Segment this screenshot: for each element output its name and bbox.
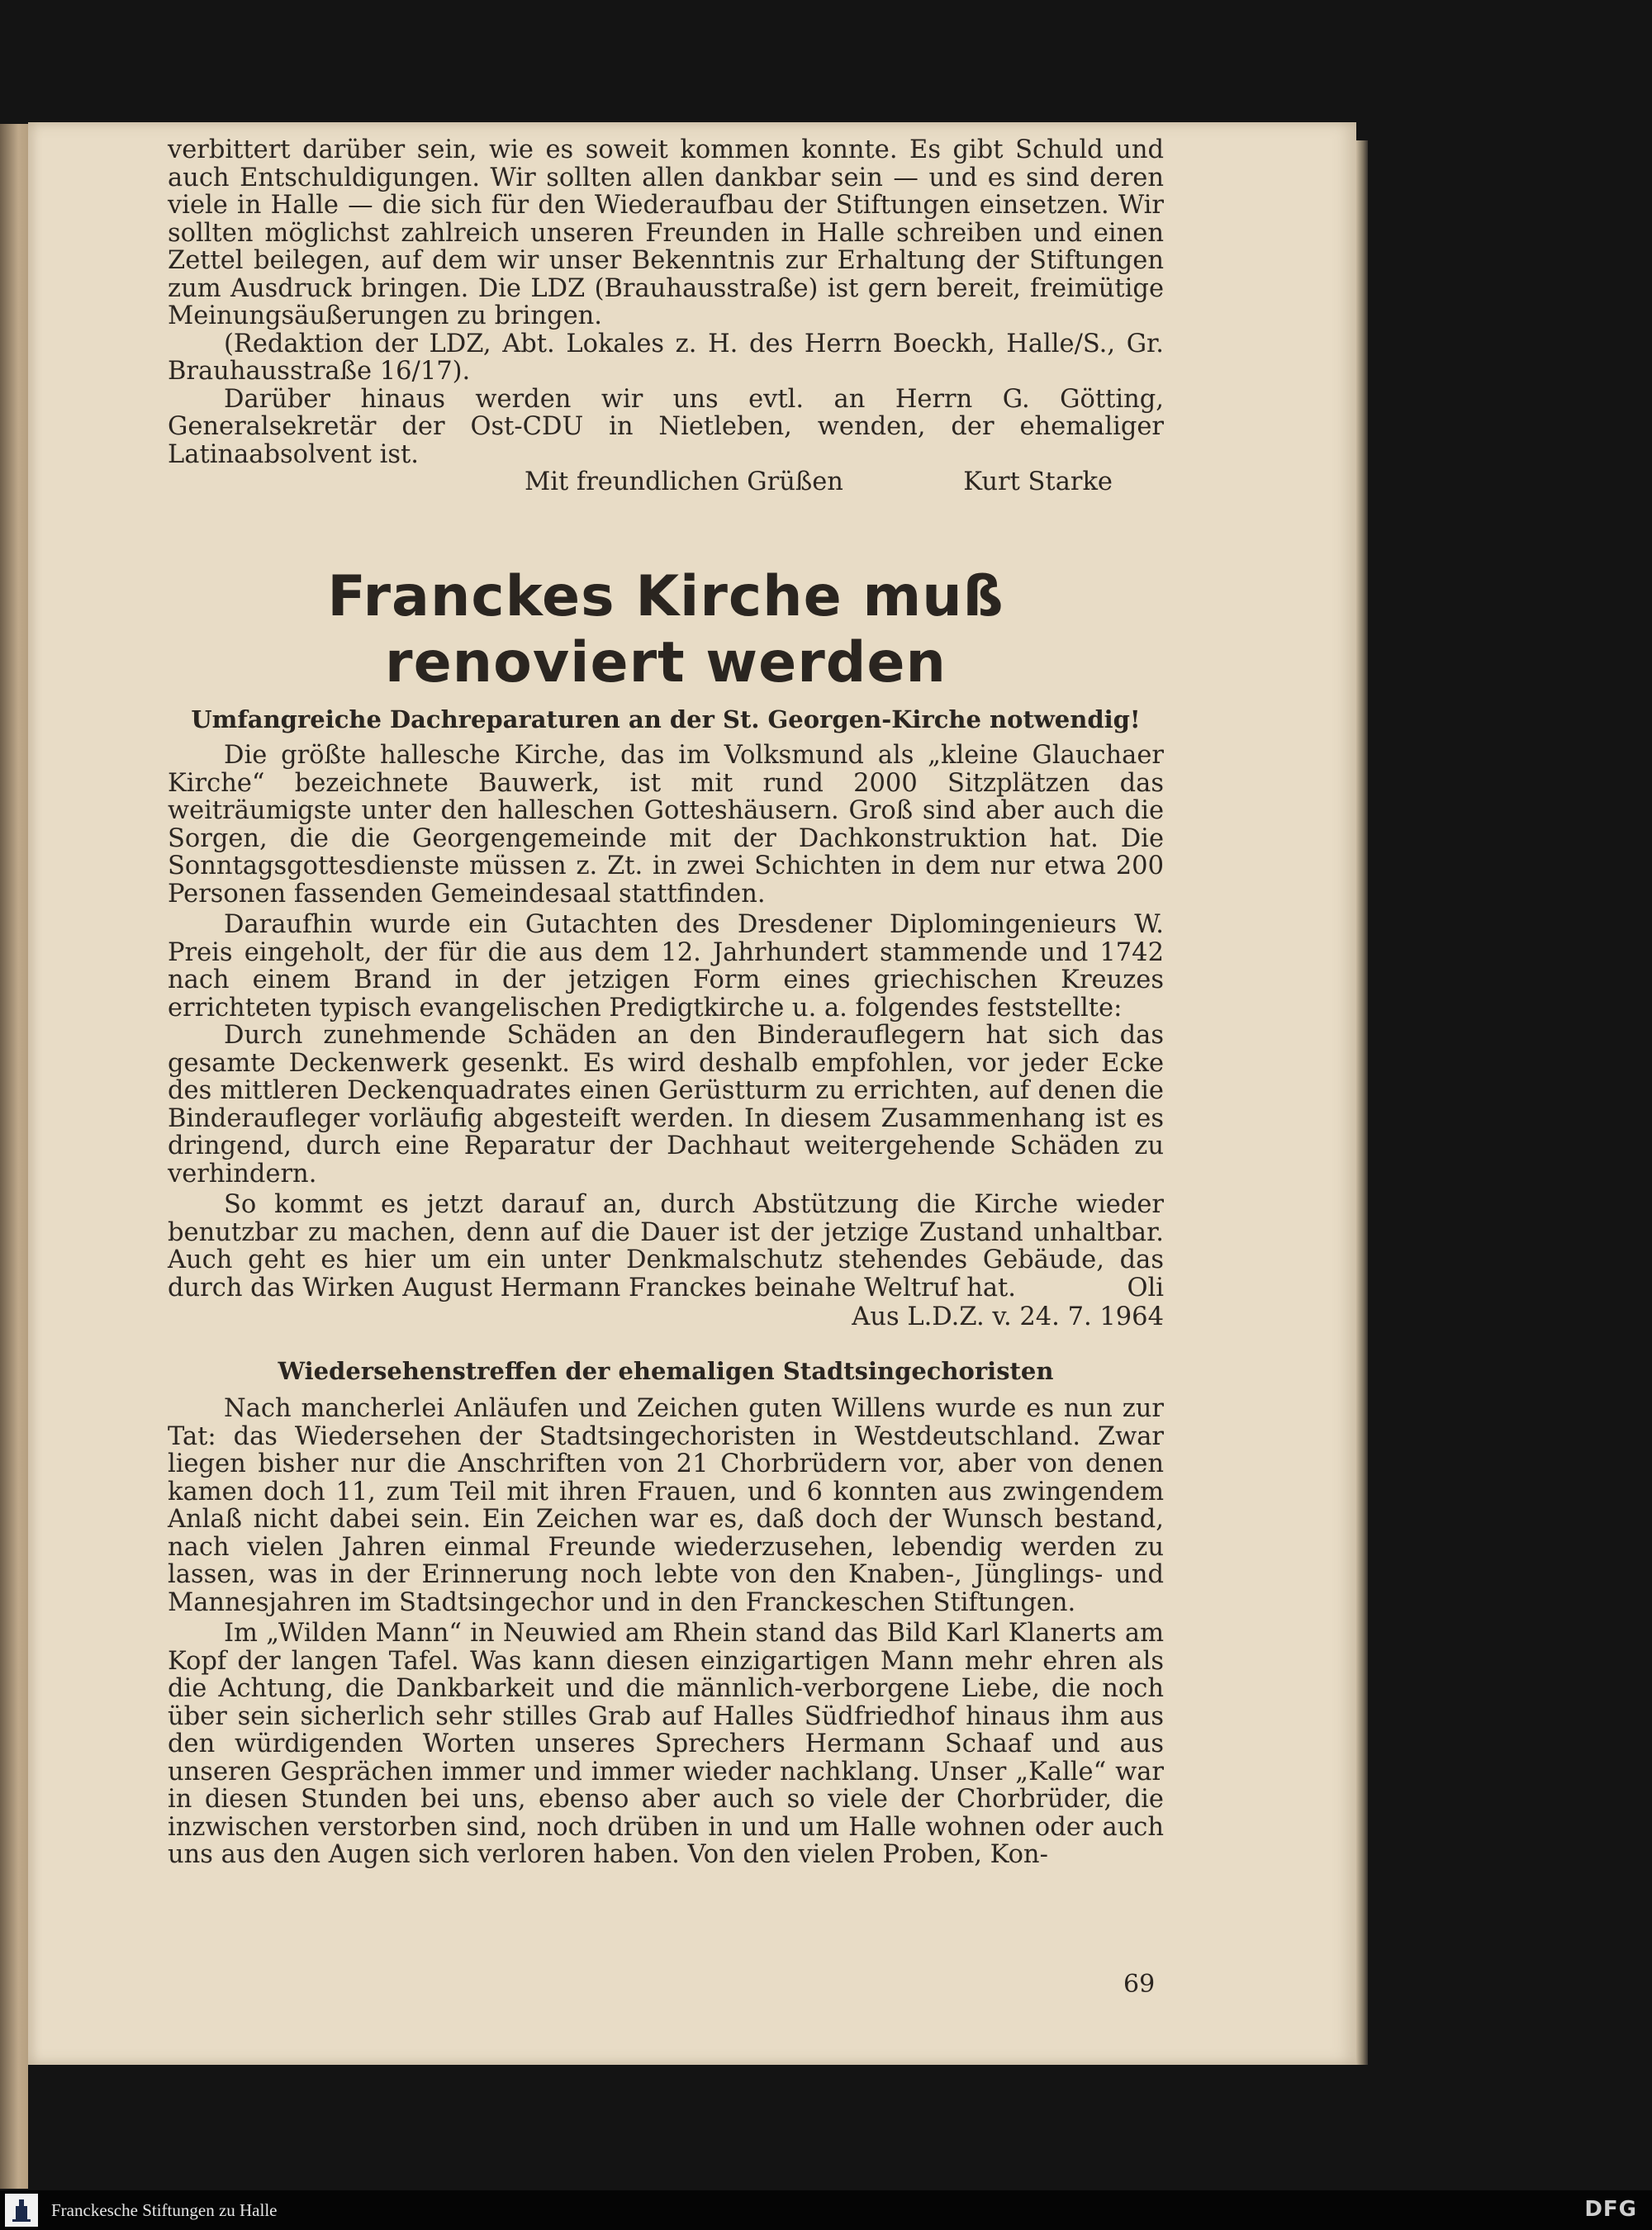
dfg-logo: DFG: [1584, 2197, 1637, 2222]
article-author: Oli: [1127, 1273, 1164, 1302]
letter-paragraph: verbittert darüber sein, wie es soweit kommen konnte. Es gibt Schuld und auch Entschuldigungen. Wir sollten allen dankbar sein — und es sind deren viele in Halle — die sich für den Wiederaufbau der Stiftungen einsetzen. Wir sollten möglichst zahlreich unseren Freunden in Halle schreiben und einen Zettel beilegen, auf dem wir unser Bekenntnis zur Erhaltung der Stiftungen zum Ausdruck bringen. Die LDZ (Brauhausstraße) ist gern bereit, freimütige Meinungsäußerungen zu bringen.: [168, 135, 1164, 330]
section-headline: Wiedersehenstreffen der ehemaligen Stadtsingechoristen: [278, 1356, 1054, 1385]
letter-section: [168, 136, 1164, 496]
article-paragraph: Durch zunehmende Schäden an den Binderauflegern hat sich das gesamte Deckenwerk gesenkt. Es wird deshalb empfohlen, vor jeder Ecke des mittleren Deckenquadrates einen Gerüstturm zu errichten, auf denen die Binderaufleger vorläufig abgesteift werden. In diesem Zusammenhang ist es dringend, durch eine Reparatur der Dachhaut weitergehende Schäden zu verhindern.: [168, 1021, 1164, 1189]
article-paragraph: Daraufhin wurde ein Gutachten des Dresdener Diplomingenieurs W. Preis eingeholt, der für die aus dem 12. Jahrhundert stammende und 1742 nach einem Brand in der jetzigen Form eines griechischen Kreuzes errichteten typisch evangelischen Predigtkirche u. a. folgendes feststellte:: [168, 910, 1164, 1022]
section-paragraph: Nach mancherlei Anläufen und Zeichen guten Willens wurde es nun zur Tat: das Wiedersehen der Stadtsingechoristen in Westdeutschland. Zwar liegen bisher nur die Anschriften von 21 Chorbrüdern vor, aber von denen kamen doch 11, zum Teil mit ihren Frauen, und 6 konnten aus zwingendem Anlaß nicht dabei sein. Ein Zeichen war es, daß doch der Wunsch bestand, nach vielen Jahren einmal Freunde wiederzusehen, lebendig werden zu lassen, was in der Erinnerung noch lebte von den Knaben-, Jünglings- und Mannesjahren im Stadtsingechor und in den Franckeschen Stiftungen.: [168, 1394, 1164, 1617]
letter-closing: [168, 468, 1164, 496]
article-paragraph-text: So kommt es jetzt darauf an, durch Abstützung die Kirche wieder benutzbar zu machen, denn auf die Dauer ist der jetzige Zustand unhaltbar. Auch geht es hier um ein unter Denkmalschutz stehendes Gebäude, das durch das Wirken August Hermann Franckes beinahe Weltruf hat.: [168, 1190, 1164, 1302]
letter-signature: Kurt Starke: [963, 467, 1113, 496]
page-number: 69: [1123, 1970, 1156, 1999]
letter-greeting: Mit freundlichen Grüßen: [525, 467, 843, 496]
article-source: Aus L.D.Z. v. 24. 7. 1964: [852, 1302, 1164, 1331]
article-body: [168, 742, 1164, 1331]
page-content: [168, 136, 1164, 1869]
page-right-edge: [1356, 140, 1368, 2065]
article-paragraph: Die größte hallesche Kirche, das im Volksmund als „kleine Glauchaer Kirche“ bezeichnete Bauwerk, ist mit rund 2000 Sitzplätzen das weiträumigste unter den halleschen Gotteshäusern. Groß sind aber auch die Sorgen, die die Georgengemeinde mit der Dachkonstruktion hat. Die Sonntagsgottesdienste müssen z. Zt. in zwei Schichten in dem nur etwa 200 Personen fassenden Gemeindesaal stattfinden.: [168, 741, 1164, 909]
left-page-edge: [0, 124, 28, 2189]
article-headline: Franckes Kirche muß renoviert werden: [327, 563, 1004, 695]
institution-logo-icon: [5, 2194, 38, 2227]
letter-paragraph: Darüber hinaus werden wir uns evtl. an Herrn G. Götting, Generalsekretär der Ost-CDU in Nietleben, wenden, der ehemaliger Latinaabsolvent ist.: [168, 384, 1164, 469]
footer-bar: [0, 2190, 1652, 2230]
letter-paragraph: (Redaktion der LDZ, Abt. Lokales z. H. des Herrn Boeckh, Halle/S., Gr. Brauhausstraße 16/17).: [168, 329, 1164, 386]
section-paragraph: Im „Wilden Mann“ in Neuwied am Rhein stand das Bild Karl Klanerts am Kopf der langen Tafel. Was kann diesen einzigartigen Mann mehr ehren als die Achtung, die Dankbarkeit und die männlich-verborgene Liebe, die noch über sein sicherlich sehr stilles Grab auf Halles Südfriedhof hinaus ihm aus den würdigenden Worten unseres Sprechers Hermann Schaaf und aus unseren Gesprächen immer und immer wieder nachklang. Unser „Kalle“ war in diesen Stunden bei uns, ebenso aber auch so viele der Chorbrüder, die inzwischen verstorben sind, noch drüben in und um Halle wohnen oder auch uns aus den Augen sich verloren haben. Von den vielen Proben, Kon-: [168, 1619, 1164, 1869]
article-subheadline: Umfangreiche Dachreparaturen an der St. Georgen-Kirche notwendig!: [191, 705, 1141, 733]
article-paragraph: [168, 1191, 1164, 1302]
section-body: [168, 1395, 1164, 1869]
footer-institution-name: Franckesche Stiftungen zu Halle: [51, 2199, 278, 2220]
